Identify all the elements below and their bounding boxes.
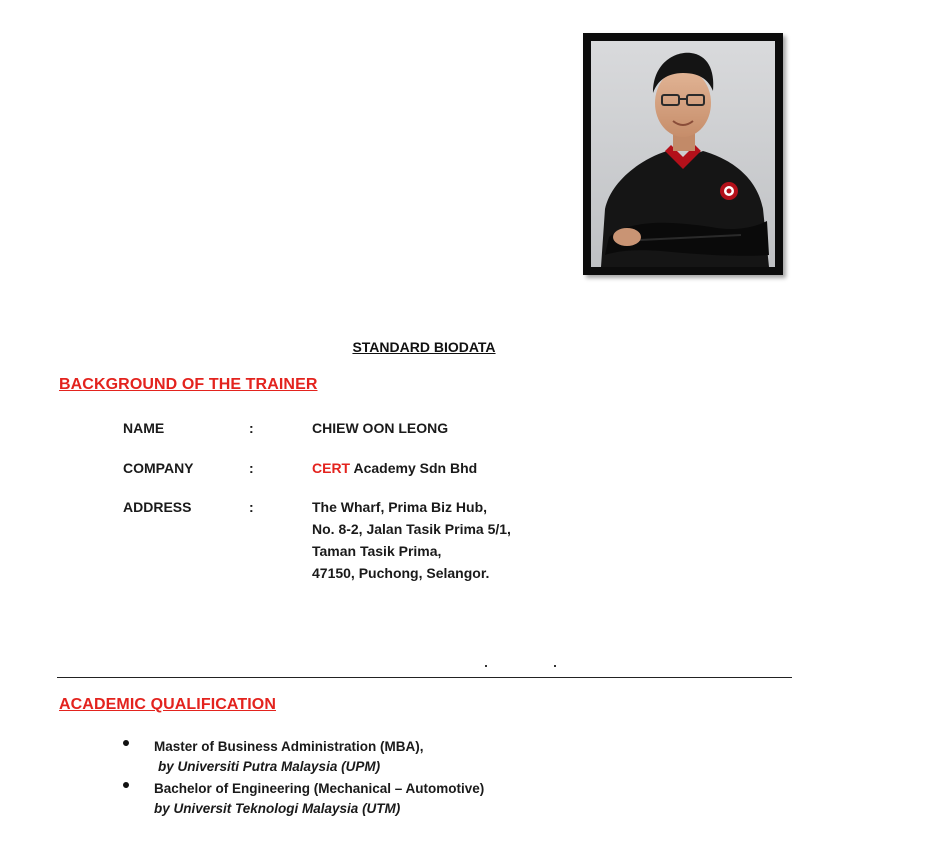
background-heading: BACKGROUND OF THE TRAINER — [59, 376, 318, 393]
company-value — [312, 457, 477, 479]
bullet-icon — [123, 782, 129, 788]
address-line: Taman Tasik Prima, — [312, 543, 442, 559]
company-value-rest: Academy Sdn Bhd — [350, 460, 478, 476]
qualification-degree: Master of Business Administration (MBA), — [154, 739, 424, 754]
divider-dot — [554, 665, 556, 667]
company-value-accent: CERT — [312, 460, 351, 476]
address-line: The Wharf, Prima Biz Hub, — [312, 499, 488, 515]
trainer-photo — [583, 33, 783, 275]
academic-heading: ACADEMIC QUALIFICATION — [59, 696, 276, 713]
qualification-university: by Universit Teknologi Malaysia (UTM) — [154, 801, 401, 816]
name-value: CHIEW OON LEONG — [312, 420, 449, 436]
name-colon: : — [249, 420, 254, 436]
qualification-degree: Bachelor of Engineering (Mechanical – Automotive) — [154, 781, 485, 796]
section-divider — [57, 677, 792, 678]
qualification-university: by Universiti Putra Malaysia (UPM) — [158, 759, 381, 774]
address-label: ADDRESS — [123, 499, 192, 515]
address-value — [312, 496, 511, 584]
name-label: NAME — [123, 420, 165, 436]
bullet-icon — [123, 740, 129, 746]
address-colon: : — [249, 499, 254, 515]
address-line: 47150, Puchong, Selangor. — [312, 565, 490, 581]
list-item — [123, 779, 484, 819]
address-line: No. 8-2, Jalan Tasik Prima 5/1, — [312, 521, 511, 537]
document-title: STANDARD BIODATA — [352, 339, 496, 355]
qualification-list — [123, 737, 484, 821]
company-label: COMPANY — [123, 460, 194, 476]
trainer-portrait-image — [591, 41, 775, 267]
divider-dot — [485, 665, 487, 667]
list-item — [123, 737, 484, 777]
company-colon: : — [249, 460, 254, 476]
